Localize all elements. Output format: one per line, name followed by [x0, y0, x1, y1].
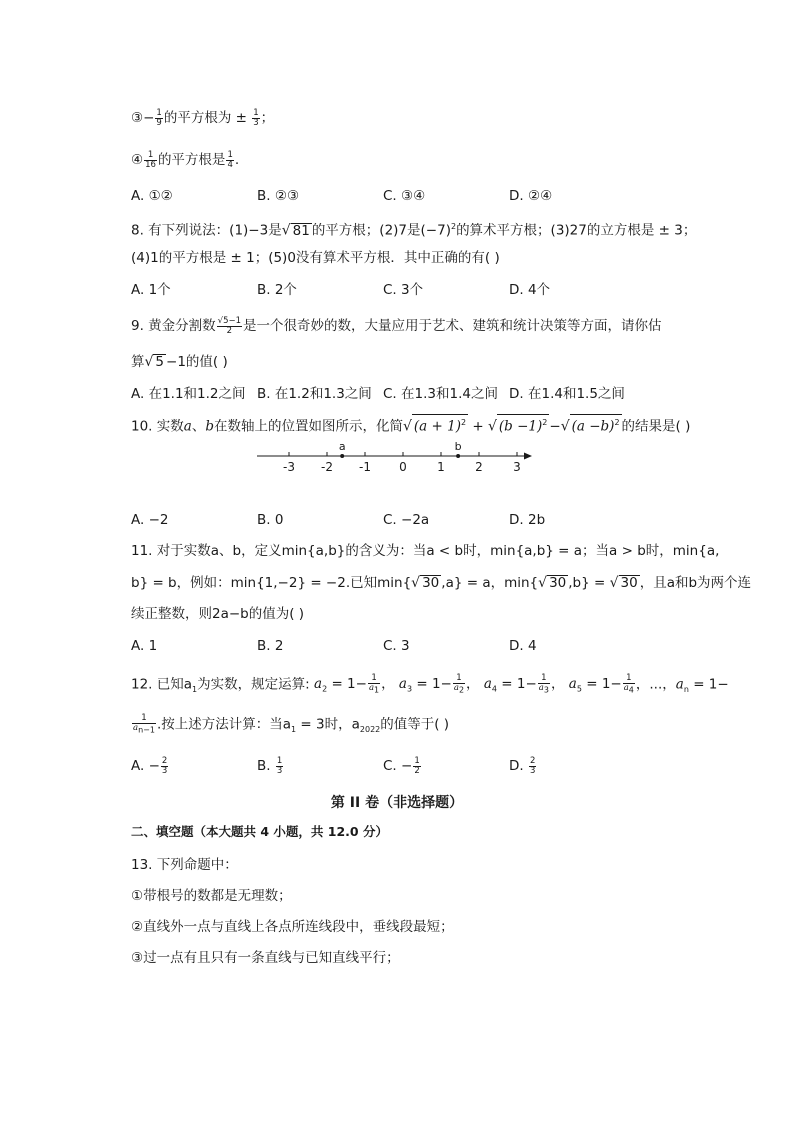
minus-sign: − [143, 110, 155, 126]
option-fraction [529, 757, 536, 776]
minus-sign: − [549, 418, 561, 435]
circled-4: ④ [131, 152, 144, 168]
numerator: 1 [453, 674, 465, 684]
golden-ratio-fraction [217, 317, 242, 336]
point-a [340, 454, 344, 458]
equals-one-minus: = 1− [327, 676, 367, 693]
radical-sign: √ [281, 222, 291, 239]
equals-one-minus: = 1− [497, 676, 537, 693]
numerator: 1 [276, 755, 283, 766]
radicand: 30 [620, 575, 638, 591]
denominator: 2 [414, 765, 420, 776]
point-b [456, 454, 460, 458]
ellipsis: ，...， [635, 676, 676, 693]
stem-text: 的平方根；(2)7是(−7) [311, 222, 451, 239]
term-fraction [623, 674, 635, 695]
term-fraction [538, 674, 550, 695]
q11-option-b[interactable]: B. 2 [257, 638, 284, 654]
stem-text: 的算术平方根；(3)27的立方根是 ± 3； [456, 222, 697, 239]
subscript: 3 [406, 685, 413, 695]
tick-label: 2 [475, 460, 483, 474]
q12-option-d[interactable] [509, 756, 537, 776]
numerator: 1 [132, 714, 156, 724]
subscript: 2 [458, 685, 465, 695]
q11-option-d[interactable]: D. 4 [509, 638, 537, 654]
q12-stem-line-1 [131, 674, 729, 700]
punctuation: ； [260, 110, 275, 126]
q7-option-b[interactable]: B. ②③ [257, 188, 300, 204]
q8-option-a[interactable]: A. 1个 [131, 282, 171, 298]
numerator: 2 [529, 755, 536, 766]
stem-text: 9. 黄金分割数 [131, 318, 216, 334]
subscript: 2 [322, 685, 328, 695]
denominator: 3 [161, 765, 168, 776]
numerator: 1 [227, 149, 233, 160]
q11-option-c[interactable]: C. 3 [383, 638, 410, 654]
term-fraction [368, 674, 380, 695]
numerator: 1 [253, 107, 259, 118]
term-symbol: a [675, 676, 684, 693]
exponent: 2 [450, 222, 457, 231]
option-fraction [276, 757, 283, 776]
numerator: 2 [161, 755, 168, 766]
q8-stem-line-2: (4)1的平方根是 ± 1；(5)0没有算术平方根．其中正确的有( ) [131, 250, 500, 266]
q9-option-c[interactable]: C. 在1.3和1.4之间 [383, 386, 498, 402]
q9-stem-line-1 [131, 316, 662, 336]
part-heading: 二、填空题（本大题共 4 小题，共 12.0 分） [131, 824, 388, 839]
q10-option-d[interactable]: D. 2b [509, 512, 546, 528]
exponent: 2 [460, 418, 467, 427]
statement-text: 的平方根是 [157, 152, 226, 168]
variable-b: b [205, 418, 214, 435]
stem-text: 算 [131, 354, 145, 370]
section-title: 第 II 卷（非选择题） [330, 795, 464, 811]
den-symbol: a [453, 683, 459, 693]
subscript: 1 [374, 685, 380, 695]
radicand: 30 [422, 575, 440, 591]
denominator: 9 [156, 117, 162, 128]
denominator: 3 [253, 117, 259, 128]
q9-option-b[interactable]: B. 在1.2和1.3之间 [257, 386, 372, 402]
option-sign: − [401, 758, 413, 774]
subscript: n−1 [138, 725, 155, 735]
q9-stem-line-2 [131, 352, 228, 372]
equals-one-minus: = 1− [688, 676, 729, 693]
circled-3: ③ [131, 110, 144, 126]
q8-option-b[interactable]: B. 2个 [257, 282, 297, 298]
q12-stem-line-2 [131, 714, 449, 740]
denominator: 3 [529, 765, 536, 776]
tick-label: 0 [399, 460, 407, 474]
q12-option-a[interactable] [131, 756, 169, 776]
q8-stem-line-1 [131, 217, 696, 241]
numerator: 1 [414, 755, 420, 766]
stem-text: = 3时，a [296, 716, 360, 733]
denominator [132, 724, 156, 735]
option-label: A. [131, 758, 145, 774]
stem-text: 8. 有下列说法：(1)−3是 [131, 222, 282, 239]
exponent: 2 [542, 418, 548, 427]
numerator: 1 [368, 674, 380, 684]
radical-sign: √ [609, 575, 619, 591]
seq-term-2: $a_2 = 1-$ $\frac{1}{a_1}$ ， [314, 673, 395, 695]
equals-one-minus: = 1− [412, 676, 452, 693]
subscript: 3 [543, 685, 549, 695]
stem-text: 为实数，规定运算: [197, 676, 310, 693]
tick-label: -1 [359, 460, 371, 474]
option-fraction [413, 757, 420, 776]
stem-text: −1的值( ) [166, 354, 228, 370]
radical-3 [570, 414, 622, 435]
number-line [250, 437, 550, 477]
subscript: 4 [628, 685, 634, 695]
statement-text: 的平方根为 [163, 110, 232, 126]
radicand: 5 [155, 354, 165, 370]
term-fraction [453, 674, 465, 695]
fraction-one-third [252, 109, 259, 128]
q10-stem [131, 414, 690, 437]
stem-text: 10. 实数 [131, 418, 184, 435]
option-sign: − [148, 758, 160, 774]
stem-text: 12. 已知a [131, 676, 193, 693]
stem-text: 在数轴上的位置如图所示，化简 [213, 418, 403, 435]
q9-option-a[interactable]: A. 在1.1和1.2之间 [131, 386, 246, 402]
den-symbol: a [538, 683, 544, 693]
denominator [368, 684, 380, 695]
term-symbol: a [568, 676, 577, 693]
radicand: 30 [549, 575, 567, 591]
stem-text: ,b} = [568, 575, 610, 591]
q10-option-b[interactable]: B. 0 [257, 512, 284, 528]
axis-arrow [524, 453, 532, 460]
radical-sign: √ [402, 418, 412, 435]
stem-text: ,a} = a，min{ [441, 575, 539, 591]
q11-stem-line-3: 续正整数，则2a−b的值为( ) [131, 606, 305, 622]
tick-label: -2 [321, 460, 333, 474]
variable-a: a [183, 418, 192, 435]
stem-text: 的值等于( ) [380, 716, 450, 733]
general-term-fraction [132, 714, 156, 735]
numerator: √5−1 [217, 315, 242, 326]
denominator: 4 [227, 159, 233, 170]
fraction-one-sixteenth [144, 151, 157, 170]
q13-item-2: ②直线外一点与直线上各点所连线段中，垂线段最短； [131, 919, 454, 935]
q12-option-b[interactable] [257, 756, 284, 776]
q12-option-c[interactable] [383, 756, 422, 776]
points-group [339, 440, 462, 458]
point-b-label: b [454, 440, 462, 453]
punctuation: . [234, 152, 240, 168]
term-symbol: a [398, 676, 407, 693]
q7-statement-3 [131, 108, 274, 128]
stem-text: 、 [191, 418, 206, 435]
radicand: 81 [292, 222, 310, 239]
subscript: 1 [291, 725, 297, 735]
radical-sign: √ [144, 354, 154, 370]
seq-term-4: $a_4 = 1-$ $\frac{1}{a_3}$ ， [483, 673, 565, 695]
seq-term-5 [568, 673, 636, 695]
seq-term-3: $a_3 = 1-$ $\frac{1}{a_2}$ ， [398, 673, 480, 695]
q7-statement-4 [131, 150, 239, 170]
denominator: 16 [145, 159, 156, 170]
denominator [538, 684, 550, 695]
radical-1 [412, 414, 468, 435]
term-symbol: a [483, 676, 492, 693]
radicand: (a −b) [571, 418, 615, 435]
q7-option-a[interactable]: A. ①② [131, 188, 173, 204]
point-a-label: a [338, 440, 346, 453]
q11-option-a[interactable]: A. 1 [131, 638, 158, 654]
subscript: 1 [192, 685, 198, 695]
den-symbol: a [623, 683, 629, 693]
subscript: 5 [576, 685, 582, 695]
q10-option-c[interactable]: C. −2a [383, 512, 430, 528]
q7-option-d[interactable]: D. ②④ [509, 188, 553, 204]
denominator: 3 [276, 765, 283, 776]
option-fraction [161, 757, 168, 776]
numerator: 1 [156, 107, 162, 118]
equals-one-minus: = 1− [581, 676, 622, 693]
subscript: n [683, 685, 689, 695]
denominator [453, 684, 465, 695]
q11-stem-line-1: 11. 对于实数a、b，定义min{a,b}的含义为：当a < b时，min{a,b} = a；当a > b时，min{a, [131, 543, 720, 559]
q11-stem-line-2 [131, 573, 751, 593]
numerator: 1 [144, 151, 157, 161]
option-label: C. [383, 758, 397, 774]
numerator: 1 [538, 674, 550, 684]
term-symbol: a [314, 676, 323, 693]
option-label: D. [509, 758, 524, 774]
denominator [623, 684, 635, 695]
fraction-one-fourth [226, 151, 233, 170]
q9-option-d[interactable]: D. 在1.4和1.5之间 [509, 386, 625, 402]
tick-label: -3 [283, 460, 295, 474]
q13-item-1: ①带根号的数都是无理数； [131, 888, 292, 904]
q8-option-c[interactable]: C. 3个 [383, 282, 424, 298]
q13-stem: 13. 下列命题中： [131, 857, 238, 873]
radicand: (b −1) [498, 418, 543, 435]
stem-text: 是一个很奇妙的数，大量应用于艺术、建筑和统计决策等方面，请你估 [243, 318, 662, 334]
subscript: 4 [491, 685, 497, 695]
numerator: 1 [623, 674, 635, 684]
radical-sign: √ [560, 418, 570, 435]
stem-text: .按上述方法计算：当a [156, 716, 292, 733]
radicand: (a + 1) [413, 418, 461, 435]
q10-option-a[interactable]: A. −2 [131, 512, 169, 528]
stem-text: ，且a和b为两个连 [639, 575, 752, 591]
plus-minus: ± [235, 110, 247, 126]
q7-option-c[interactable]: C. ③④ [383, 188, 426, 204]
ticks-group [283, 452, 521, 474]
fraction-one-ninth [155, 109, 162, 128]
tick-label: 1 [437, 460, 445, 474]
option-label: B. [257, 758, 271, 774]
q8-option-d[interactable]: D. 4个 [509, 282, 551, 298]
radical-sign: √ [538, 575, 548, 591]
subscript: 2022 [359, 725, 381, 735]
den-symbol: a [133, 723, 139, 733]
stem-text: b} = b，例如：min{1,−2} = −2.已知min{ [131, 575, 412, 591]
radical-2 [497, 414, 549, 435]
den-symbol: a [368, 683, 375, 693]
q13-item-3: ③过一点有且只有一条直线与已知直线平行； [131, 950, 400, 966]
radical-sign: √ [411, 575, 421, 591]
denominator: 2 [226, 325, 233, 336]
plus-sign: + [468, 418, 488, 435]
stem-text: 的结果是( ) [621, 418, 691, 435]
radical-sign: √ [487, 418, 497, 435]
tick-label: 3 [513, 460, 521, 474]
exponent: 2 [614, 418, 620, 427]
